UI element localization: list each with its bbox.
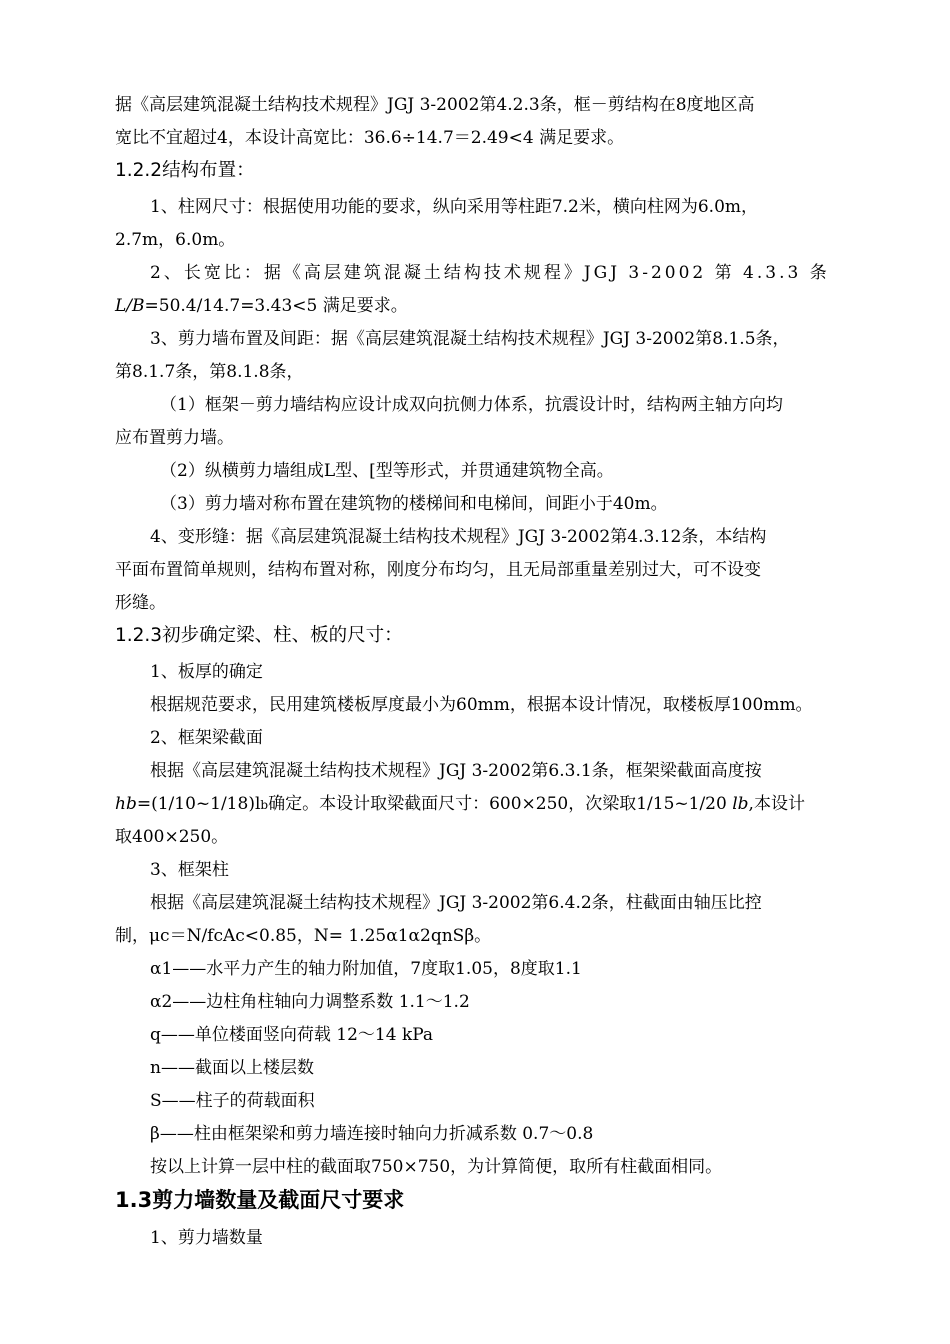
section-heading-1-2-3: 1.2.3初步确定梁、柱、板的尺寸： [115, 625, 403, 646]
subheading: 1、剪力墙数量 [150, 1228, 263, 1248]
definition-line: β——柱由框架梁和剪力墙连接时轴向力折减系数 0.7～0.8 [150, 1124, 594, 1144]
formula-lb: lb [732, 794, 749, 814]
formula-text: =50.4/14.7=3.43<5 满足要求。 [144, 296, 408, 316]
definition-line: q——单位楼面竖向荷载 12～14 kPa [150, 1025, 434, 1045]
definition-line: α1——水平力产生的轴力附加值，7度取1.05，8度取1.1 [150, 959, 582, 979]
paragraph-line [115, 793, 805, 816]
formula-text: =(1/10~1/18)l [136, 794, 261, 814]
paragraph-line: 按以上计算一层中柱的截面取750×750，为计算简便，取所有柱截面相同。 [150, 1157, 723, 1177]
paragraph-line: 4、变形缝：据《高层建筑混凝土结构技术规程》JGJ 3-2002第4.3.12条，本结构 [150, 527, 767, 547]
paragraph-line: 2、长宽比：据《高层建筑混凝土结构技术规程》JGJ 3-2002 第 4.3.3 条 [150, 263, 830, 283]
paragraph-line: 制，μc＝N/fcAc<0.85，N= 1.25α1α2qnSβ。 [115, 926, 492, 946]
paragraph-line: 宽比不宜超过4，本设计高宽比：36.6÷14.7＝2.49<4 满足要求。 [115, 128, 625, 148]
subheading: 1、板厚的确定 [150, 662, 263, 682]
formula-text: 确定。本设计取梁截面尺寸：600×250，次梁取1/15~1/20 [268, 794, 733, 814]
paragraph-line: （3）剪力墙对称布置在建筑物的楼梯间和电梯间，间距小于40m。 [160, 494, 668, 514]
formula-hb: hb [115, 794, 137, 814]
definition-line: α2——边柱角柱轴向力调整系数 1.1～1.2 [150, 992, 470, 1012]
definition-line: n——截面以上楼层数 [150, 1058, 314, 1078]
paragraph-line: （2）纵横剪力墙组成L型、[型等形式，并贯通建筑物全高。 [160, 461, 614, 481]
paragraph-line: 3、剪力墙布置及间距：据《高层建筑混凝土结构技术规程》JGJ 3-2002第8.1.5条， [150, 329, 790, 349]
section-heading-1-3: 1.3剪力墙数量及截面尺寸要求 [115, 1188, 405, 1212]
paragraph-line: 取400×250。 [115, 827, 229, 847]
section-heading-1-2-2: 1.2.2结构布置： [115, 160, 255, 181]
paragraph-line [115, 295, 408, 317]
formula-subscript: b [260, 798, 269, 812]
paragraph-line: 1、柱网尺寸：根据使用功能的要求，纵向采用等柱距7.2米，横向柱网为6.0m， [150, 197, 759, 217]
subheading: 2、框架梁截面 [150, 728, 263, 748]
paragraph-line: 根据《高层建筑混凝土结构技术规程》JGJ 3-2002第6.4.2条，柱截面由轴压比控 [150, 893, 762, 913]
formula-text: ,本设计 [748, 794, 805, 814]
paragraph-line: 根据《高层建筑混凝土结构技术规程》JGJ 3-2002第6.3.1条，框架梁截面高度按 [150, 761, 762, 781]
paragraph-line: 第8.1.7条，第8.1.8条， [115, 362, 304, 382]
paragraph-line: 形缝。 [115, 593, 166, 613]
definition-line: S——柱子的荷载面积 [150, 1091, 315, 1111]
formula-lb: L/B [115, 296, 145, 316]
subheading: 3、框架柱 [150, 860, 229, 880]
paragraph-line: 2.7m，6.0m。 [115, 230, 236, 250]
paragraph-line: 据《高层建筑混凝土结构技术规程》JGJ 3-2002第4.2.3条，框－剪结构在8度地区高 [115, 95, 755, 115]
paragraph-line: 根据规范要求，民用建筑楼板厚度最小为60mm，根据本设计情况，取楼板厚100mm。 [150, 695, 813, 715]
paragraph-line: （1）框架－剪力墙结构应设计成双向抗侧力体系，抗震设计时，结构两主轴方向均 [160, 395, 783, 415]
paragraph-line: 平面布置简单规则，结构布置对称，刚度分布均匀，且无局部重量差别过大，可不设变 [115, 560, 761, 580]
paragraph-line: 应布置剪力墙。 [115, 428, 234, 448]
